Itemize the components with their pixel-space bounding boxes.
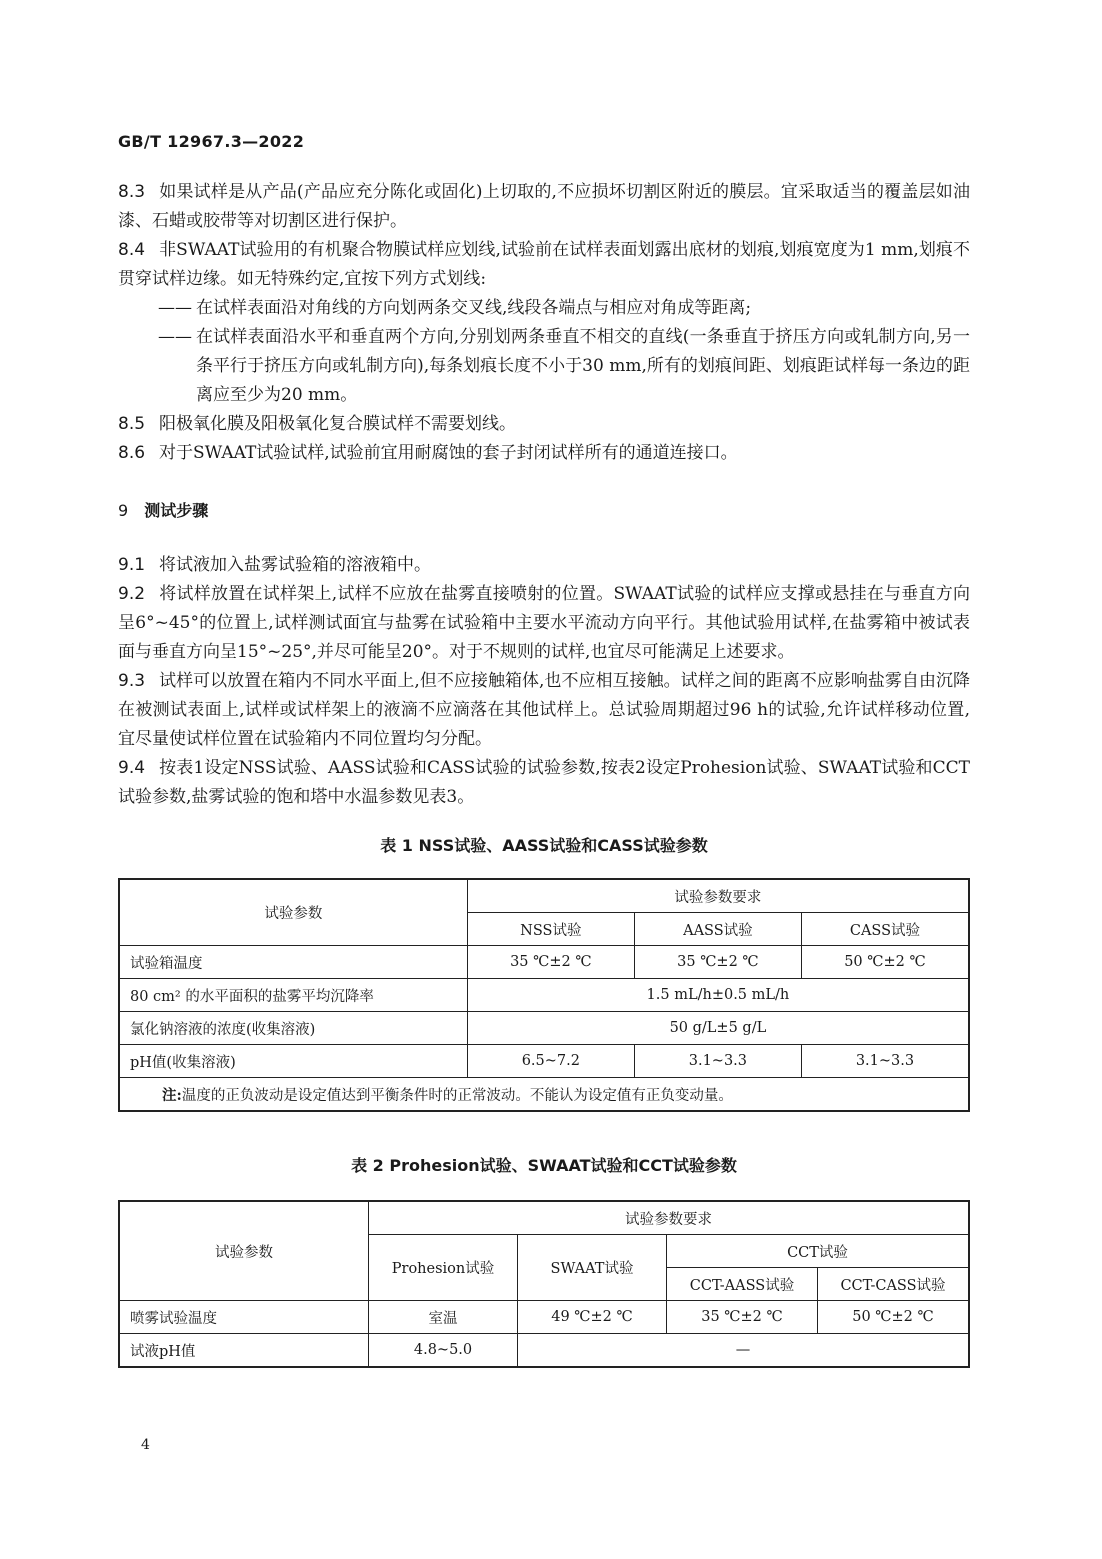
table-cell: pH值(收集溶液)	[119, 1045, 467, 1078]
table-row	[119, 1301, 969, 1334]
note-text: 温度的正负波动是设定值达到平衡条件时的正常波动。不能认为设定值有正负变动量。	[181, 1087, 733, 1104]
table-note-row	[119, 1078, 969, 1112]
table-row	[119, 979, 969, 1012]
dash-mark: ——	[158, 327, 192, 347]
header-cell: 试验参数要求	[467, 879, 969, 913]
header-cell: Prohesion试验	[369, 1235, 518, 1301]
header-cell: NSS试验	[467, 913, 634, 946]
header-cell: 试验参数要求	[369, 1201, 970, 1235]
table-cell: 试液pH值	[119, 1334, 369, 1368]
table-cell: 35 ℃±2 ℃	[667, 1301, 818, 1334]
table-row	[119, 946, 969, 979]
list-item	[118, 323, 970, 410]
clause-number: 8.3	[118, 182, 146, 202]
table-cell: 49 ℃±2 ℃	[518, 1301, 667, 1334]
clause-text: 将试样放置在试样架上,试样不应放在盐雾直接喷射的位置。SWAAT试验的试样应支撑或悬挂在与垂直方向呈6°~45°的位置上,试样测试面宜与盐雾在试验箱中主要水平流动方向平行。其他试验用试样,在盐雾箱中被试表面与垂直方向呈15°~25°,并尽可能呈20°。对于不规则的试样,也宜尽可能满足上述要求。	[118, 584, 970, 662]
table-cell: 35 ℃±2 ℃	[467, 946, 634, 979]
clause-number: 8.5	[118, 414, 146, 434]
clause-9-2	[118, 580, 970, 667]
header-cell: CCT-AASS试验	[667, 1268, 818, 1301]
header-cell: CCT试验	[667, 1235, 970, 1268]
table-cell: 氯化钠溶液的浓度(收集溶液)	[119, 1012, 467, 1045]
clause-9-4	[118, 754, 970, 812]
clause-text: 阳极氧化膜及阳极氧化复合膜试样不需要划线。	[159, 414, 517, 434]
section-title: 测试步骤	[144, 501, 209, 520]
table-cell: 6.5~7.2	[467, 1045, 634, 1078]
section-number: 9	[118, 501, 129, 520]
header-cell: CCT-CASS试验	[818, 1268, 970, 1301]
clause-8-3	[118, 178, 970, 236]
table-1	[118, 878, 970, 1112]
table-cell: 80 cm² 的水平面积的盐雾平均沉降率	[119, 979, 467, 1012]
clause-number: 9.4	[118, 758, 146, 778]
page-number: 4	[141, 1437, 150, 1453]
clause-8-6	[118, 439, 970, 468]
table-cell: 50 ℃±2 ℃	[818, 1301, 970, 1334]
clause-text: 按表1设定NSS试验、AASS试验和CASS试验的试验参数,按表2设定Prohesion试验、SWAAT试验和CCT试验参数,盐雾试验的饱和塔中水温参数见表3。	[118, 758, 970, 807]
clause-8-4	[118, 236, 970, 294]
table-cell: 3.1~3.3	[801, 1045, 969, 1078]
list-item	[118, 294, 970, 323]
header-cell: 试验参数	[119, 879, 467, 946]
clause-8-5	[118, 410, 970, 439]
clause-text: 非SWAAT试验用的有机聚合物膜试样应划线,试验前在试样表面划露出底材的划痕,划痕宽度为1 mm,划痕不贯穿试样边缘。如无特殊约定,宜按下列方式划线:	[118, 240, 970, 289]
header-cell: SWAAT试验	[518, 1235, 667, 1301]
table-cell: 1.5 mL/h±0.5 mL/h	[467, 979, 969, 1012]
list-item-text: 在试样表面沿对角线的方向划两条交叉线,线段各端点与相应对角成等距离;	[196, 298, 752, 318]
dash-mark: ——	[158, 298, 192, 318]
table-cell: 3.1~3.3	[634, 1045, 801, 1078]
note-label: 注:	[162, 1086, 182, 1104]
table-cell: 50 g/L±5 g/L	[467, 1012, 969, 1045]
table-cell: —	[518, 1334, 970, 1368]
table-cell: 35 ℃±2 ℃	[634, 946, 801, 979]
clause-number: 9.3	[118, 671, 146, 691]
clause-text: 试样可以放置在箱内不同水平面上,但不应接触箱体,也不应相互接触。试样之间的距离不应影响盐雾自由沉降在被测试表面上,试样或试样架上的液滴不应滴落在其他试样上。总试验周期超过96 h的试验,允许试样移动位置,宜尽量使试样位置在试验箱内不同位置均匀分配。	[118, 671, 970, 749]
table-2	[118, 1200, 970, 1368]
clause-9-1	[118, 551, 970, 580]
clause-text: 对于SWAAT试验试样,试验前宜用耐腐蚀的套子封闭试样所有的通道连接口。	[159, 443, 738, 463]
table-cell: 室温	[369, 1301, 518, 1334]
page-content	[118, 178, 970, 1368]
clause-number: 8.6	[118, 443, 146, 463]
table-note	[119, 1078, 969, 1112]
clause-number: 9.1	[118, 555, 146, 575]
header-cell: AASS试验	[634, 913, 801, 946]
clause-number: 8.4	[118, 240, 146, 260]
table-cell: 50 ℃±2 ℃	[801, 946, 969, 979]
section-heading	[118, 496, 970, 525]
table-cell: 试验箱温度	[119, 946, 467, 979]
clause-text: 如果试样是从产品(产品应充分陈化或固化)上切取的,不应损坏切割区附近的膜层。宜采取适当的覆盖层如油漆、石蜡或胶带等对切割区进行保护。	[118, 182, 970, 231]
table-1-caption: 表 1 NSS试验、AASS试验和CASS试验参数	[380, 836, 708, 855]
header-cell: CASS试验	[801, 913, 969, 946]
table-row	[119, 1045, 969, 1078]
clause-number: 9.2	[118, 584, 146, 604]
clause-text: 将试液加入盐雾试验箱的溶液箱中。	[159, 555, 432, 575]
table-cell: 喷雾试验温度	[119, 1301, 369, 1334]
table-cell: 4.8~5.0	[369, 1334, 518, 1368]
table-row	[119, 1012, 969, 1045]
list-item-text: 在试样表面沿水平和垂直两个方向,分别划两条垂直不相交的直线(一条垂直于挤压方向或轧制方向,另一条平行于挤压方向或轧制方向),每条划痕长度不小于30 mm,所有的划痕间距、划痕距试样每一条边的距离应至少为20 mm。	[196, 327, 970, 405]
table-row	[119, 1334, 969, 1368]
clause-9-3	[118, 667, 970, 754]
standard-number-header: GB/T 12967.3—2022	[118, 132, 305, 151]
header-cell: 试验参数	[119, 1201, 369, 1301]
table-2-caption: 表 2 Prohesion试验、SWAAT试验和CCT试验参数	[351, 1156, 737, 1175]
